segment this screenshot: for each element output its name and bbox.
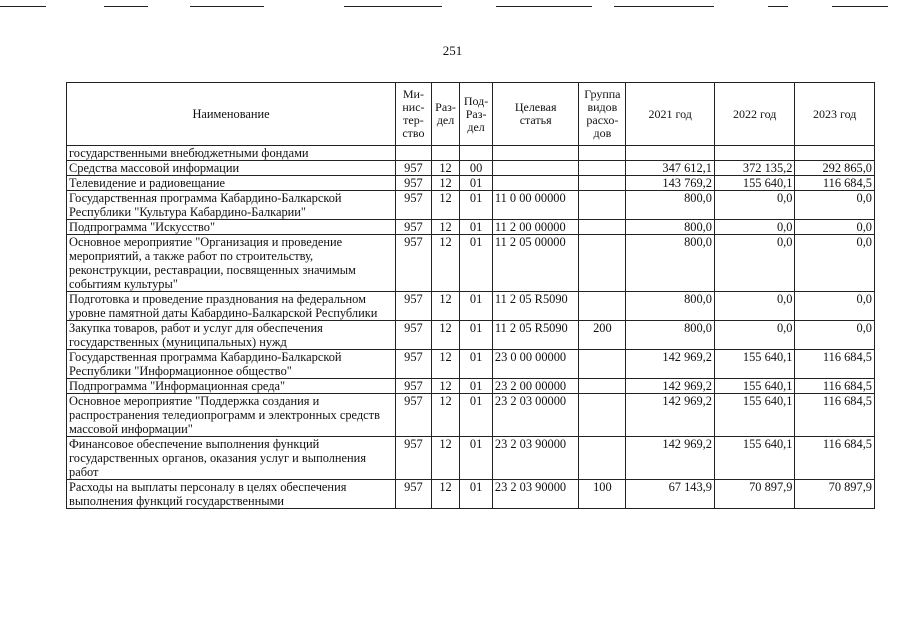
table-body	[67, 146, 875, 509]
cell-amount-2023: 116 684,5	[795, 437, 875, 480]
cell-name: Государственная программа Кабардино-Балкарской Республики "Информационное общество"	[67, 350, 396, 379]
cell-amount-2022: 155 640,1	[714, 350, 794, 379]
scan-artifact-line	[344, 6, 442, 7]
scan-artifact-line	[104, 6, 148, 7]
cell-section: 12	[431, 191, 460, 220]
cell-ministry: 957	[396, 480, 432, 509]
table-header-row	[67, 83, 875, 146]
cell-section: 12	[431, 394, 460, 437]
cell-subsection: 01	[460, 235, 493, 292]
cell-section	[431, 146, 460, 161]
cell-target-article: 11 2 05 R5090	[492, 292, 579, 321]
cell-subsection: 01	[460, 350, 493, 379]
cell-expense-group	[579, 176, 626, 191]
cell-section: 12	[431, 437, 460, 480]
table-row	[67, 235, 875, 292]
cell-amount-2023: 292 865,0	[795, 161, 875, 176]
cell-name: Основное мероприятие "Поддержка создания и распространения теледиопрограмм и электронных средств массовой информации"	[67, 394, 396, 437]
cell-amount-2022: 0,0	[714, 235, 794, 292]
cell-amount-2023	[795, 146, 875, 161]
cell-section: 12	[431, 292, 460, 321]
cell-ministry: 957	[396, 394, 432, 437]
cell-section: 12	[431, 161, 460, 176]
cell-amount-2023: 116 684,5	[795, 379, 875, 394]
cell-ministry: 957	[396, 161, 432, 176]
cell-amount-2022: 0,0	[714, 191, 794, 220]
cell-expense-group	[579, 437, 626, 480]
cell-target-article: 11 2 00 00000	[492, 220, 579, 235]
table-row	[67, 191, 875, 220]
cell-amount-2023: 70 897,9	[795, 480, 875, 509]
header-year-2023: 2023 год	[795, 83, 875, 146]
table-row	[67, 350, 875, 379]
scan-artifact-line	[832, 6, 888, 7]
cell-expense-group	[579, 292, 626, 321]
cell-target-article: 11 2 05 R5090	[492, 321, 579, 350]
table-row	[67, 176, 875, 191]
table-row	[67, 379, 875, 394]
cell-subsection: 01	[460, 394, 493, 437]
scan-artifact-line	[496, 6, 592, 7]
cell-ministry	[396, 146, 432, 161]
cell-amount-2023: 0,0	[795, 292, 875, 321]
cell-subsection: 01	[460, 379, 493, 394]
cell-amount-2021: 142 969,2	[626, 350, 715, 379]
cell-amount-2021: 142 969,2	[626, 379, 715, 394]
cell-expense-group: 100	[579, 480, 626, 509]
cell-target-article: 11 0 00 00000	[492, 191, 579, 220]
cell-name: Подпрограмма "Информационная среда"	[67, 379, 396, 394]
cell-target-article	[492, 176, 579, 191]
header-year-2022: 2022 год	[714, 83, 794, 146]
header-ministry: Ми- нис- тер- ство	[396, 83, 432, 146]
cell-target-article: 23 0 00 00000	[492, 350, 579, 379]
cell-expense-group	[579, 161, 626, 176]
cell-name: Государственная программа Кабардино-Балкарской Республики "Культура Кабардино-Балкарии"	[67, 191, 396, 220]
cell-amount-2021: 347 612,1	[626, 161, 715, 176]
table-row	[67, 220, 875, 235]
cell-name: Расходы на выплаты персоналу в целях обеспечения выполнения функций государственными	[67, 480, 396, 509]
cell-name: государственными внебюджетными фондами	[67, 146, 396, 161]
cell-ministry: 957	[396, 191, 432, 220]
cell-section: 12	[431, 220, 460, 235]
cell-ministry: 957	[396, 176, 432, 191]
scan-artifact-line	[0, 6, 46, 7]
table-row	[67, 292, 875, 321]
cell-expense-group	[579, 379, 626, 394]
cell-target-article: 11 2 05 00000	[492, 235, 579, 292]
cell-amount-2021: 142 969,2	[626, 437, 715, 480]
cell-amount-2021: 800,0	[626, 292, 715, 321]
cell-section: 12	[431, 235, 460, 292]
cell-expense-group	[579, 394, 626, 437]
cell-amount-2022: 155 640,1	[714, 379, 794, 394]
cell-amount-2023: 116 684,5	[795, 350, 875, 379]
header-target-article: Целевая статья	[492, 83, 579, 146]
cell-expense-group	[579, 146, 626, 161]
cell-subsection: 01	[460, 176, 493, 191]
cell-amount-2021: 67 143,9	[626, 480, 715, 509]
cell-subsection	[460, 146, 493, 161]
cell-target-article: 23 2 03 90000	[492, 480, 579, 509]
header-expense-group: Группа видов расхо- дов	[579, 83, 626, 146]
cell-name: Финансовое обеспечение выполнения функций государственных органов, оказания услуг и выполнения работ	[67, 437, 396, 480]
header-year-2021: 2021 год	[626, 83, 715, 146]
table-row	[67, 146, 875, 161]
cell-amount-2021: 142 969,2	[626, 394, 715, 437]
cell-ministry: 957	[396, 350, 432, 379]
cell-subsection: 00	[460, 161, 493, 176]
cell-section: 12	[431, 321, 460, 350]
budget-table	[66, 82, 875, 509]
table-row	[67, 161, 875, 176]
cell-amount-2023: 0,0	[795, 220, 875, 235]
cell-expense-group	[579, 220, 626, 235]
cell-amount-2022	[714, 146, 794, 161]
cell-amount-2022: 155 640,1	[714, 176, 794, 191]
cell-target-article: 23 2 03 90000	[492, 437, 579, 480]
cell-expense-group	[579, 350, 626, 379]
cell-ministry: 957	[396, 220, 432, 235]
cell-ministry: 957	[396, 292, 432, 321]
cell-amount-2022: 372 135,2	[714, 161, 794, 176]
cell-section: 12	[431, 379, 460, 394]
cell-amount-2022: 0,0	[714, 292, 794, 321]
cell-subsection: 01	[460, 480, 493, 509]
cell-amount-2021: 800,0	[626, 220, 715, 235]
table-row	[67, 480, 875, 509]
cell-subsection: 01	[460, 220, 493, 235]
cell-amount-2022: 155 640,1	[714, 437, 794, 480]
header-name: Наименование	[67, 83, 396, 146]
cell-amount-2021: 800,0	[626, 191, 715, 220]
cell-amount-2022: 155 640,1	[714, 394, 794, 437]
cell-target-article	[492, 161, 579, 176]
cell-ministry: 957	[396, 321, 432, 350]
cell-target-article: 23 2 03 00000	[492, 394, 579, 437]
cell-target-article	[492, 146, 579, 161]
cell-amount-2023: 0,0	[795, 191, 875, 220]
cell-name: Средства массовой информации	[67, 161, 396, 176]
scan-artifact-line	[614, 6, 714, 7]
cell-amount-2021: 800,0	[626, 235, 715, 292]
cell-expense-group	[579, 191, 626, 220]
cell-subsection: 01	[460, 292, 493, 321]
cell-expense-group	[579, 235, 626, 292]
cell-ministry: 957	[396, 437, 432, 480]
cell-amount-2022: 0,0	[714, 321, 794, 350]
cell-amount-2023: 0,0	[795, 321, 875, 350]
cell-amount-2021: 143 769,2	[626, 176, 715, 191]
cell-ministry: 957	[396, 379, 432, 394]
cell-name: Закупка товаров, работ и услуг для обеспечения государственных (муниципальных) нужд	[67, 321, 396, 350]
table-row	[67, 394, 875, 437]
cell-section: 12	[431, 350, 460, 379]
cell-name: Телевидение и радиовещание	[67, 176, 396, 191]
cell-target-article: 23 2 00 00000	[492, 379, 579, 394]
cell-amount-2023: 116 684,5	[795, 394, 875, 437]
table-row	[67, 437, 875, 480]
cell-name: Подготовка и проведение празднования на федеральном уровне памятной даты Кабардино-Балкарской Республики	[67, 292, 396, 321]
cell-amount-2021	[626, 146, 715, 161]
cell-name: Основное мероприятие "Организация и проведение мероприятий, а также работ по строительству, реконструкции, реставрации, посвященных значимым событиям культуры"	[67, 235, 396, 292]
cell-subsection: 01	[460, 437, 493, 480]
cell-amount-2023: 116 684,5	[795, 176, 875, 191]
cell-amount-2023: 0,0	[795, 235, 875, 292]
cell-amount-2022: 0,0	[714, 220, 794, 235]
scan-artifact-line	[768, 6, 788, 7]
cell-ministry: 957	[396, 235, 432, 292]
cell-expense-group: 200	[579, 321, 626, 350]
cell-section: 12	[431, 480, 460, 509]
page-number: 251	[442, 43, 463, 58]
cell-name: Подпрограмма "Искусство"	[67, 220, 396, 235]
cell-subsection: 01	[460, 191, 493, 220]
scan-artifact-line	[190, 6, 264, 7]
cell-amount-2021: 800,0	[626, 321, 715, 350]
cell-section: 12	[431, 176, 460, 191]
cell-amount-2022: 70 897,9	[714, 480, 794, 509]
header-subsection: Под- Раз- дел	[460, 83, 493, 146]
table-row	[67, 321, 875, 350]
header-section: Раз- дел	[431, 83, 460, 146]
cell-subsection: 01	[460, 321, 493, 350]
